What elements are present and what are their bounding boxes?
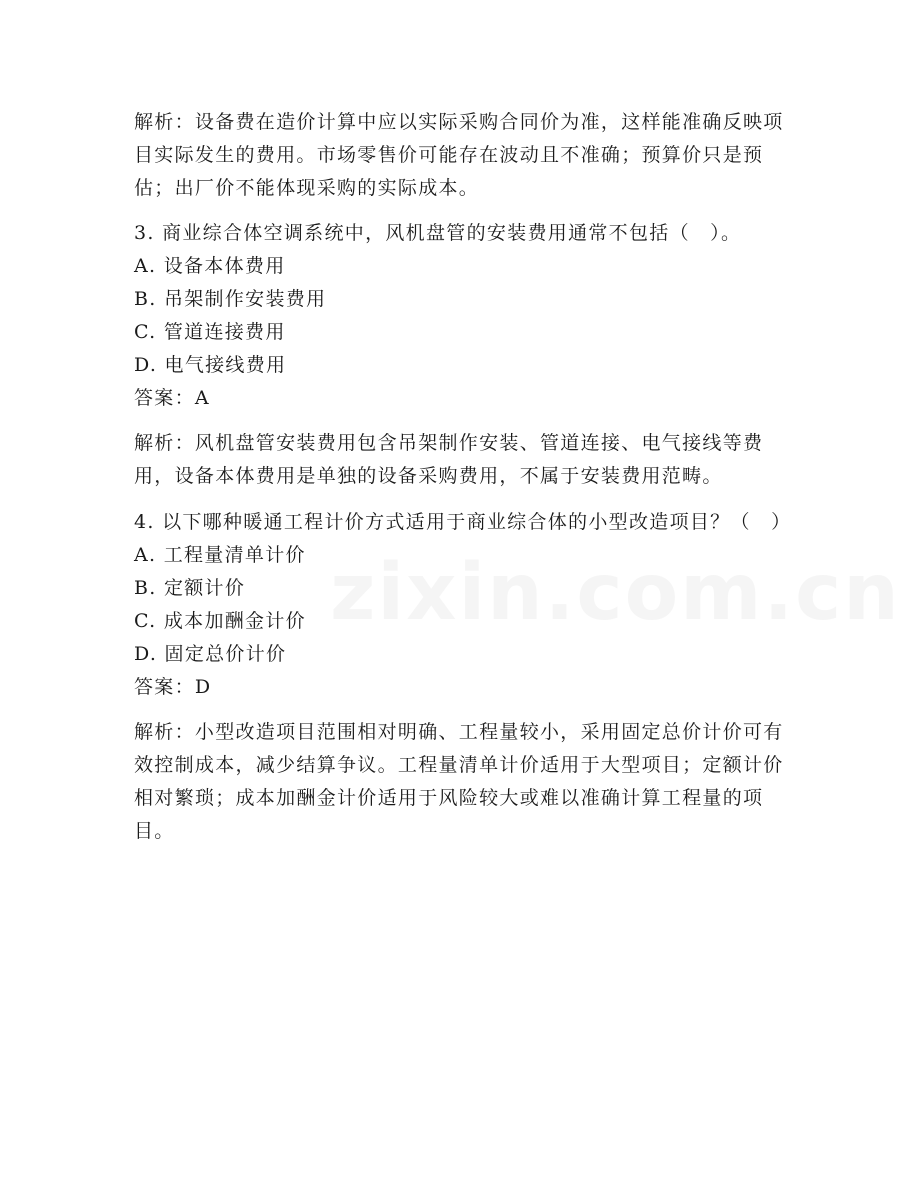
explanation-q2: 解析：设备费在造价计算中应以实际采购合同价为准，这样能准确反映项目实际发生的费用。市场零售价可能存在波动且不准确；预算价只是预估；出厂价不能体现采购的实际成本。: [134, 111, 784, 199]
q3-option-a: A. 设备本体费用: [134, 255, 286, 277]
q3-answer: 答案：A: [134, 387, 210, 409]
q4-option-d: D. 固定总价计价: [134, 643, 287, 665]
q4-explanation: 解析：小型改造项目范围相对明确、工程量较小，采用固定总价计价可有效控制成本，减少结算争议。工程量清单计价适用于大型项目；定额计价相对繁琐；成本加酬金计价适用于风险较大或难以准确计算工程量的项目。: [134, 721, 784, 842]
q3-option-d: D. 电气接线费用: [134, 354, 287, 376]
q4-option-b: B. 定额计价: [134, 577, 246, 599]
q3-option-b: B. 吊架制作安装费用: [134, 288, 327, 310]
q4-option-c: C. 成本加酬金计价: [134, 610, 306, 632]
document-content: [134, 106, 792, 848]
q3-option-c: C. 管道连接费用: [134, 321, 286, 343]
question-4: 4. 以下哪种暖通工程计价方式适用于商业综合体的小型改造项目？（ ）: [134, 511, 792, 533]
q3-explanation: 解析：风机盘管安装费用包含吊架制作安装、管道连接、电气接线等费用，设备本体费用是单独的设备采购费用，不属于安装费用范畴。: [134, 432, 764, 487]
q4-option-a: A. 工程量清单计价: [134, 544, 306, 566]
watermark: zixin.com.cn: [330, 548, 901, 638]
question-3: 3. 商业综合体空调系统中，风机盘管的安装费用通常不包括（ ）。: [134, 222, 742, 244]
q4-answer: 答案：D: [134, 676, 212, 698]
